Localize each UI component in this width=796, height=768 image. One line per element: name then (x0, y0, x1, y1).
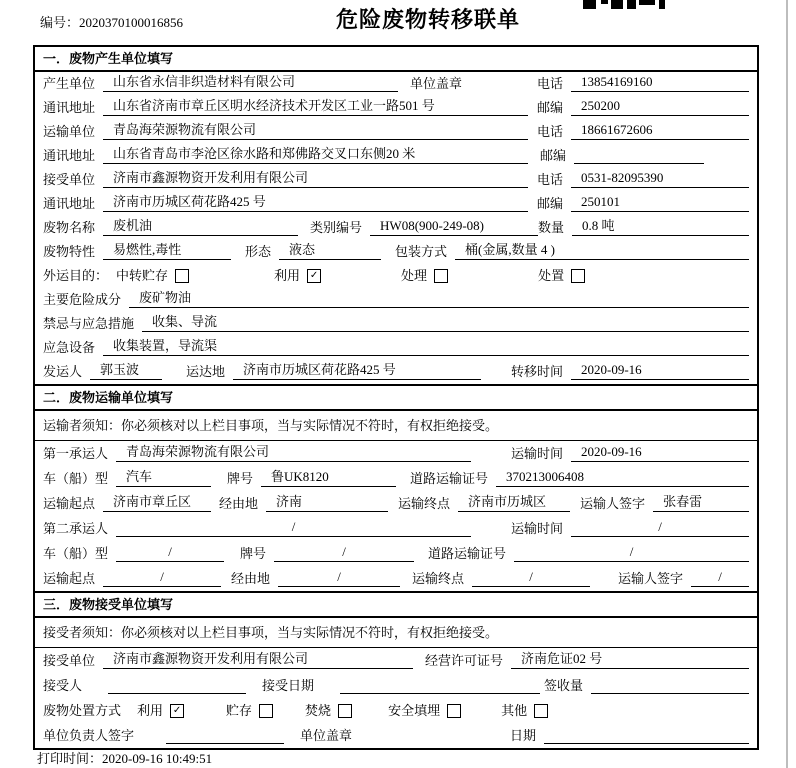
carrier-sign1-label: 运输人签字 (580, 496, 646, 511)
first-carrier-label: 第一承运人 (43, 446, 109, 461)
seal-date-field (544, 742, 749, 744)
transporter-unit-field: 青岛海荣源物流有限公司 (103, 119, 528, 140)
characteristics-label: 废物特性 (43, 244, 96, 259)
serial-value: 2020370100016856 (79, 15, 184, 30)
transporter-zip-label: 邮编 (539, 148, 566, 163)
vehicle-type2-field: / (116, 544, 224, 562)
form-row-hazard-components (35, 288, 757, 312)
disposal-method-label: 废物处置方式 (43, 703, 122, 718)
option-transit-storage (116, 265, 189, 284)
road-permit1-label: 道路运输证号 (410, 471, 489, 486)
qr-block (639, 0, 655, 5)
license-number-label: 经营许可证号 (425, 653, 504, 668)
option-utilize-label: 利用 (274, 268, 301, 283)
transfer-form-table (33, 45, 759, 750)
acceptor-label: 接受人 (43, 678, 83, 693)
destination-label: 运达地 (186, 364, 226, 379)
option-disposal-storage-label: 贮存 (226, 703, 253, 718)
transport-time1-field: 2020-09-16 (571, 444, 749, 462)
form-row-transfer-purpose (35, 264, 757, 288)
quantity-label: 数量 (538, 220, 565, 235)
unit-seal2-label: 单位盖章 (300, 728, 353, 743)
checkbox-disposal-other-icon (534, 704, 548, 718)
shipper-label: 发运人 (43, 364, 83, 379)
transporter-unit-label: 运输单位 (43, 124, 96, 139)
section2-header: 二．废物运输单位填写 (35, 386, 757, 411)
transfer-time-field: 2020-09-16 (571, 362, 749, 380)
page-title: 危险废物转移联单 (335, 7, 520, 32)
category-code-field: HW08(900-249-08) (370, 218, 538, 236)
serial-label: 编号： (40, 15, 80, 30)
form-row-disposal-method (35, 698, 757, 723)
plate-number1-label: 牌号 (227, 471, 254, 486)
receiver-unit-label: 接受单位 (43, 172, 96, 187)
qr-code-icon (583, 0, 665, 9)
print-time (37, 748, 212, 767)
form-row-producer-address (35, 96, 757, 120)
road-permit2-field: / (514, 544, 749, 562)
option-disposal-incinerate (305, 700, 352, 719)
carrier-sign2-label: 运输人签字 (618, 571, 684, 586)
option-disposal-other-label: 其他 (501, 703, 528, 718)
form-row-transporter (35, 120, 757, 144)
option-dispose-label: 处置 (538, 268, 565, 283)
section-receiver (35, 591, 757, 748)
quantity-field: 0.8 吨 (572, 215, 749, 236)
checkbox-utilize-icon: ✓ (307, 269, 321, 283)
print-time-label: 打印时间： (37, 751, 103, 766)
option-transit-storage-label: 中转贮存 (116, 268, 169, 283)
form-row-receiving-unit (35, 648, 757, 673)
purpose-label: 外运目的： (43, 268, 109, 283)
section3-header: 三．废物接受单位填写 (35, 593, 757, 618)
option-disposal-utilize-label: 利用 (137, 703, 164, 718)
second-carrier-label: 第二承运人 (43, 521, 109, 536)
receiver-unit-field: 济南市鑫源物资开发利用有限公司 (103, 167, 528, 188)
category-code-label: 类别编号 (310, 220, 363, 235)
responsible-signature-label: 单位负责人签字 (43, 728, 135, 743)
receiver-notice: 接受者须知：你必须核对以上栏目事项，当与实际情况不符时，有权拒绝接受。 (35, 618, 757, 648)
unit-seal-label: 单位盖章 (410, 76, 463, 91)
seal-date-label: 日期 (510, 728, 537, 743)
qr-block (611, 0, 623, 9)
transfer-time-label: 转移时间 (510, 364, 563, 379)
checkbox-disposal-landfill-icon (447, 704, 461, 718)
checkbox-transit-storage-icon (175, 269, 189, 283)
emergency-measures-label: 禁忌与应急措施 (43, 316, 135, 331)
form-row-second-carrier (35, 516, 757, 541)
form-row-receiver-address (35, 192, 757, 216)
transport-time1-label: 运输时间 (510, 446, 563, 461)
producer-address-field: 山东省济南市章丘区明水经济技术开发区工业一路501 号 (103, 95, 528, 116)
emergency-equipment-field: 收集装置，导流渠 (103, 335, 749, 356)
producer-phone-label: 电话 (536, 76, 563, 91)
receiver-address-field: 济南市历城区荷花路425 号 (103, 191, 528, 212)
carrier-sign1-field: 张春雷 (653, 491, 749, 512)
form-row-waste-name (35, 216, 757, 240)
via2-label: 经由地 (231, 571, 271, 586)
accept-date-field (340, 692, 540, 694)
receiver-address-label: 通讯地址 (43, 196, 96, 211)
packaging-label: 包装方式 (395, 244, 448, 259)
responsible-signature-field (166, 742, 284, 744)
shipper-field: 郭玉波 (90, 359, 162, 380)
vehicle-type1-label: 车（船）型 (43, 471, 109, 486)
checkbox-disposal-utilize-icon: ✓ (170, 704, 184, 718)
physical-form-field: 液态 (279, 239, 381, 260)
option-dispose (538, 265, 585, 284)
emergency-measures-field: 收集、导流 (142, 311, 749, 332)
via1-label: 经由地 (219, 496, 259, 511)
form-row-transporter-address (35, 144, 757, 168)
plate-number1-field: 鲁UK8120 (261, 466, 396, 487)
option-treat-label: 处理 (401, 268, 428, 283)
origin1-field: 济南市章丘区 (103, 491, 211, 512)
physical-form-label: 形态 (245, 244, 272, 259)
option-disposal-other (501, 700, 548, 719)
transporter-notice: 运输者须知：你必须核对以上栏目事项，当与实际情况不符时，有权拒绝接受。 (35, 411, 757, 441)
transporter-address-label: 通讯地址 (43, 148, 96, 163)
origin2-label: 运输起点 (43, 571, 96, 586)
print-time-value: 2020-09-16 10:49:51 (102, 751, 213, 766)
checkbox-disposal-storage-icon (259, 704, 273, 718)
producer-unit-field: 山东省永信非织造材料有限公司 (103, 71, 398, 92)
option-treat (401, 265, 448, 284)
vehicle-type2-label: 车（船）型 (43, 546, 109, 561)
option-utilize (274, 265, 321, 284)
road-permit1-field: 370213006408 (496, 469, 749, 487)
transport-time2-label: 运输时间 (510, 521, 563, 536)
carrier-sign2-field: / (691, 569, 749, 587)
endpoint2-label: 运输终点 (412, 571, 465, 586)
producer-zip-field: 250200 (571, 98, 749, 116)
hazard-components-field: 废矿物油 (129, 287, 749, 308)
qr-block (601, 0, 608, 4)
form-row-emergency-equipment (35, 336, 757, 360)
form-row-shipper (35, 360, 757, 384)
transporter-address-field: 山东省青岛市李沧区徐水路和郑佛路交叉口东侧20 米 (103, 143, 528, 164)
form-row-vehicle1 (35, 466, 757, 491)
form-row-route1 (35, 491, 757, 516)
endpoint1-label: 运输终点 (398, 496, 451, 511)
option-disposal-storage (226, 700, 273, 719)
origin2-field: / (103, 569, 221, 587)
plate-number2-label: 牌号 (240, 546, 267, 561)
license-number-field: 济南危证02 号 (511, 648, 749, 669)
producer-address-label: 通讯地址 (43, 100, 96, 115)
accept-date-label: 接受日期 (262, 678, 315, 693)
form-row-emergency-measures (35, 312, 757, 336)
producer-unit-label: 产生单位 (43, 76, 96, 91)
section-transporter (35, 384, 757, 591)
via1-field: 济南 (266, 491, 388, 512)
emergency-equipment-label: 应急设备 (43, 340, 96, 355)
via2-field: / (278, 569, 400, 587)
endpoint2-field: / (472, 569, 590, 587)
first-carrier-field: 青岛海荣源物流有限公司 (116, 441, 471, 462)
plate-number2-field: / (274, 544, 414, 562)
producer-zip-label: 邮编 (536, 100, 563, 115)
received-quantity-field (591, 692, 749, 694)
destination-field: 济南市历城区荷花路425 号 (233, 359, 481, 380)
waste-name-label: 废物名称 (43, 220, 96, 235)
checkbox-treat-icon (434, 269, 448, 283)
form-row-vehicle2 (35, 541, 757, 566)
waste-name-field: 废机油 (103, 215, 298, 236)
checkbox-disposal-incinerate-icon (338, 704, 352, 718)
section1-header: 一．废物产生单位填写 (35, 47, 757, 72)
road-permit2-label: 道路运输证号 (428, 546, 507, 561)
receiver-phone-field: 0531-82095390 (571, 170, 749, 188)
transport-time2-field: / (571, 519, 749, 537)
form-row-producer (35, 72, 757, 96)
option-disposal-utilize (137, 700, 184, 719)
receiving-unit-field: 济南市鑫源物资开发利用有限公司 (103, 648, 413, 669)
receiver-zip-field: 250101 (571, 194, 749, 212)
option-disposal-incinerate-label: 焚烧 (305, 703, 332, 718)
vehicle-type1-field: 汽车 (116, 466, 211, 487)
form-row-acceptor (35, 673, 757, 698)
transporter-phone-label: 电话 (536, 124, 563, 139)
form-row-waste-characteristics (35, 240, 757, 264)
packaging-field: 桶(金属,数量 4 ) (455, 239, 749, 260)
form-row-first-carrier (35, 441, 757, 466)
section-producer (35, 47, 757, 384)
form-row-receiver (35, 168, 757, 192)
checkbox-dispose-icon (571, 269, 585, 283)
page-edge-divider (786, 0, 788, 768)
transporter-phone-field: 18661672606 (571, 122, 749, 140)
transporter-zip-field (574, 162, 704, 164)
receiver-zip-label: 邮编 (536, 196, 563, 211)
qr-block (627, 0, 636, 9)
origin1-label: 运输起点 (43, 496, 96, 511)
receiving-unit-label: 接受单位 (43, 653, 96, 668)
endpoint1-field: 济南市历城区 (458, 491, 570, 512)
second-carrier-field: / (116, 519, 471, 537)
producer-phone-field: 13854169160 (571, 74, 749, 92)
form-row-route2 (35, 566, 757, 591)
receiver-phone-label: 电话 (536, 172, 563, 187)
option-disposal-landfill-label: 安全填埋 (388, 703, 441, 718)
acceptor-field (108, 692, 246, 694)
received-quantity-label: 签收量 (543, 678, 583, 693)
option-disposal-landfill (388, 700, 461, 719)
form-row-responsible-signature (35, 723, 757, 748)
qr-block (583, 0, 596, 9)
hazard-components-label: 主要危险成分 (43, 292, 122, 307)
qr-block (659, 0, 665, 9)
characteristics-field: 易燃性,毒性 (103, 239, 231, 260)
